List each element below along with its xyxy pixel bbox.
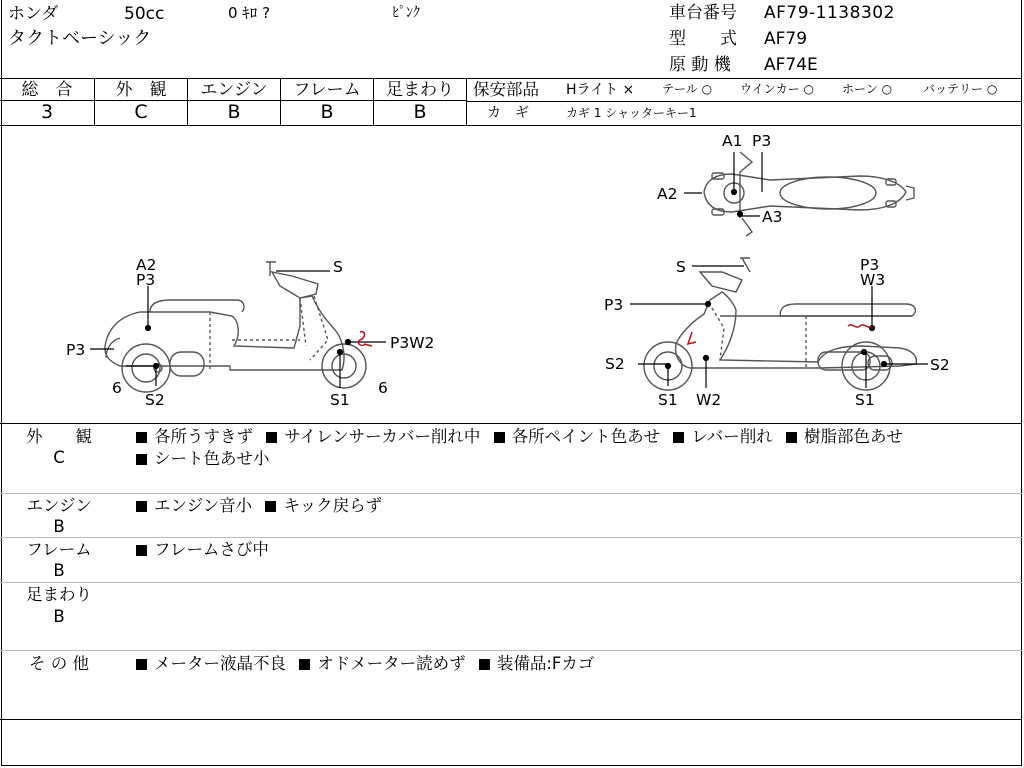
grade-frame: B xyxy=(320,101,334,123)
label-right-s2b: S2 xyxy=(930,356,950,374)
label-right-p3: P3 xyxy=(860,256,880,274)
safety-tail: テール ○ xyxy=(662,82,713,96)
label-left-p3w2: P3W2 xyxy=(390,334,435,352)
label-right-s: S xyxy=(676,258,686,276)
label-right-w2: W2 xyxy=(696,391,722,409)
model-name: タクトベーシック xyxy=(8,28,152,49)
label-top-p3: P3 xyxy=(752,132,772,150)
section-suspension-grade: B xyxy=(53,607,65,626)
maker: ホンダ xyxy=(8,4,59,24)
label-left-6b: 6 xyxy=(378,379,388,397)
label-right-s1a: S1 xyxy=(658,391,678,409)
frame-no-label: 車台番号 xyxy=(669,3,737,23)
type-value: AF79 xyxy=(764,29,808,49)
engine-label: 原 動 機 xyxy=(669,55,731,75)
grade-header-exterior: 外 観 xyxy=(115,80,167,100)
label-right-p3b: P3 xyxy=(604,296,624,314)
grade-divider xyxy=(466,78,467,126)
grade-mid-rule xyxy=(0,100,466,101)
diagram-markers xyxy=(90,152,928,388)
type-label: 型 式 xyxy=(669,29,737,49)
other-remarks: メーター液晶不良 オドメーター読めず 装備品:Fカゴ xyxy=(136,656,594,673)
mileage: 0 ｷﾛ ? xyxy=(228,4,271,22)
grade-exterior: C xyxy=(134,101,148,123)
section-rule xyxy=(0,582,1022,583)
safety-winker: ウインカー ○ xyxy=(740,82,814,96)
section-rule xyxy=(0,493,1022,494)
label-top-a2: A2 xyxy=(657,185,678,203)
label-right-w3: W3 xyxy=(860,271,886,289)
key-value: カギ 1 シャッターキー1 xyxy=(566,106,697,120)
grade-header-frame: フレーム xyxy=(293,80,361,100)
key-label: カ ギ xyxy=(487,105,529,121)
section-suspension-label: 足まわり xyxy=(26,585,92,604)
frame-remarks: フレームさび中 xyxy=(136,542,269,559)
safety-horn: ホーン ○ xyxy=(842,82,893,96)
grade-divider xyxy=(94,78,95,126)
section-frame-grade: B xyxy=(53,561,65,580)
safety-title: 保安部品 xyxy=(473,80,539,99)
section-engine-grade: B xyxy=(53,517,65,536)
label-left-p3-top: P3 xyxy=(136,271,156,289)
grade-suspension: B xyxy=(413,101,427,123)
diagram-bottom-rule xyxy=(0,423,1022,424)
label-right-s1b: S1 xyxy=(855,391,875,409)
label-right-s2a: S2 xyxy=(605,355,625,373)
section-rule xyxy=(0,537,1022,538)
grade-header-suspension: 足まわり xyxy=(386,80,454,100)
label-left-a2: A2 xyxy=(136,256,157,274)
label-left-s: S xyxy=(333,258,343,276)
label-left-p3: P3 xyxy=(66,341,86,359)
grade-divider xyxy=(280,78,281,126)
exterior-remarks-line-1: 各所うすきず サイレンサーカバー削れ中 各所ペイント色あせ レバー削れ 樹脂部色あせ xyxy=(136,429,903,446)
handwritten-marks xyxy=(358,325,872,346)
grade-overall: 3 xyxy=(40,101,54,123)
grade-header-overall: 総 合 xyxy=(21,80,73,100)
engine-remarks: エンジン音小 キック戻らず xyxy=(136,498,382,515)
engine-value: AF74E xyxy=(764,55,818,75)
label-left-s1: S1 xyxy=(330,391,350,409)
section-rule xyxy=(0,650,1022,651)
grade-header-engine: エンジン xyxy=(200,80,268,100)
exterior-remarks-line-2: シート色あせ小 xyxy=(136,451,270,468)
header-rule xyxy=(0,78,1022,79)
safety-mid-rule xyxy=(466,101,1022,102)
grade-divider xyxy=(187,78,188,126)
label-left-6a: 6 xyxy=(112,379,122,397)
label-top-a3: A3 xyxy=(762,208,783,226)
section-other-label: そ の 他 xyxy=(29,654,89,673)
remarks-bottom-rule xyxy=(0,719,1022,720)
label-top-a1: A1 xyxy=(722,132,743,150)
scooter-diagram xyxy=(0,126,1022,424)
safety-battery: バッテリー ○ xyxy=(923,82,998,96)
grade-engine: B xyxy=(227,101,241,123)
displacement: 50cc xyxy=(124,4,165,24)
section-engine-label: エンジン xyxy=(26,496,92,515)
section-exterior-grade: C xyxy=(53,448,65,467)
color: ﾋﾟﾝｸ xyxy=(392,5,420,21)
safety-headlight: Hライト × xyxy=(566,82,635,98)
label-left-s2: S2 xyxy=(145,391,165,409)
section-frame-label: フレーム xyxy=(26,540,92,559)
section-exterior-label: 外 観 xyxy=(26,427,92,446)
frame-no: AF79-1138302 xyxy=(764,3,895,23)
grade-divider xyxy=(373,78,374,126)
